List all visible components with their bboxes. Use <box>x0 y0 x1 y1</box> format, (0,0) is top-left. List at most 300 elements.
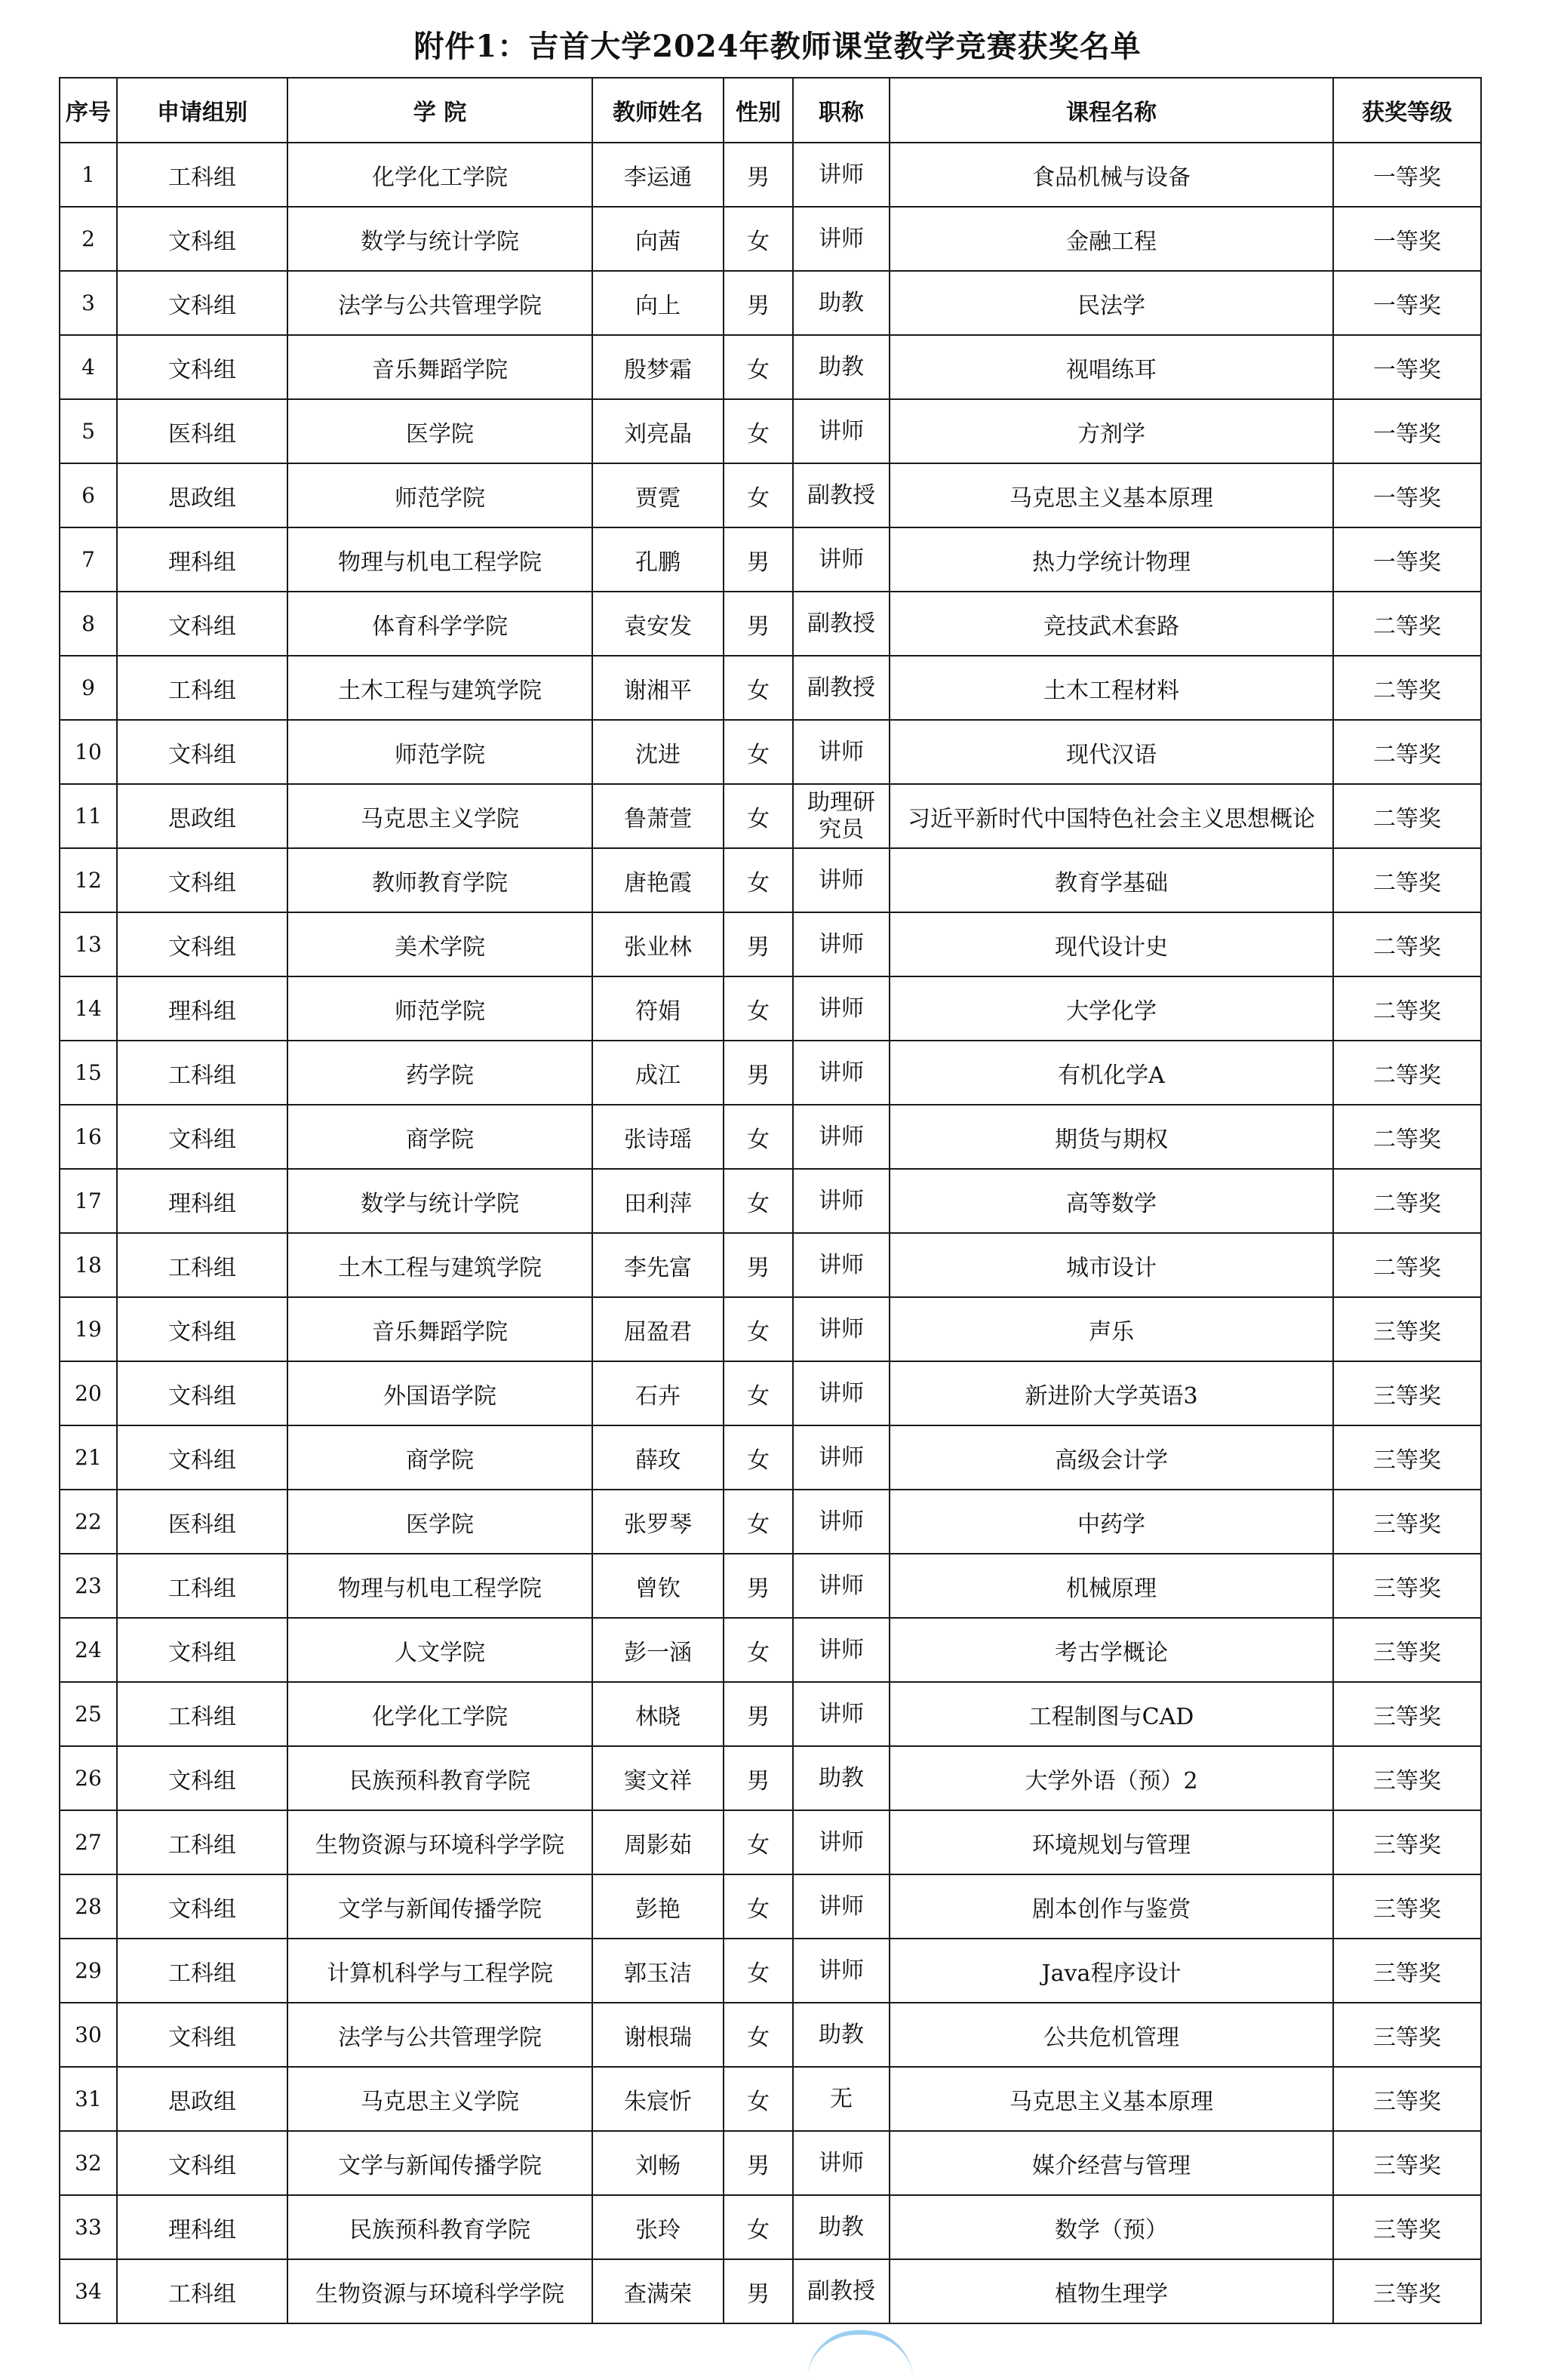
cell-course: 习近平新时代中国特色社会主义思想概论 <box>890 784 1333 848</box>
cell-award: 一等奖 <box>1333 335 1481 399</box>
cell-teacher: 查满荣 <box>592 2259 724 2323</box>
table-row <box>60 848 1481 912</box>
cell-award: 三等奖 <box>1333 1682 1481 1746</box>
cell-group: 工科组 <box>117 1682 287 1746</box>
cell-award: 二等奖 <box>1333 912 1481 976</box>
cell-college: 法学与公共管理学院 <box>287 271 592 335</box>
cell-teacher: 孔鹏 <box>592 527 724 592</box>
cell-teacher: 符娟 <box>592 976 724 1041</box>
cell-gender: 女 <box>724 1618 793 1682</box>
cell-course: 高级会计学 <box>890 1425 1333 1490</box>
cell-course: Java程序设计 <box>890 1939 1333 2003</box>
cell-no: 19 <box>60 1297 117 1361</box>
cell-course: 工程制图与CAD <box>890 1682 1333 1746</box>
cell-teacher: 屈盈君 <box>592 1297 724 1361</box>
cell-teacher: 林晓 <box>592 1682 724 1746</box>
cell-gender: 男 <box>724 271 793 335</box>
cell-teacher: 贾霓 <box>592 463 724 527</box>
cell-gender: 女 <box>724 976 793 1041</box>
cell-college: 物理与机电工程学院 <box>287 527 592 592</box>
table-row <box>60 1874 1481 1939</box>
table-row <box>60 207 1481 271</box>
cell-award: 三等奖 <box>1333 1361 1481 1425</box>
cell-award: 三等奖 <box>1333 2195 1481 2259</box>
cell-teacher: 曾钦 <box>592 1554 724 1618</box>
cell-teacher: 张诗瑶 <box>592 1105 724 1169</box>
cell-teacher: 向上 <box>592 271 724 335</box>
cell-teacher: 窦文祥 <box>592 1746 724 1810</box>
cell-title: 讲师 <box>793 912 890 976</box>
cell-teacher: 田利萍 <box>592 1169 724 1233</box>
cell-college: 药学院 <box>287 1041 592 1105</box>
cell-college: 马克思主义学院 <box>287 784 592 848</box>
cell-college: 文学与新闻传播学院 <box>287 1874 592 1939</box>
cell-gender: 女 <box>724 1361 793 1425</box>
cell-course: 视唱练耳 <box>890 335 1333 399</box>
table-row <box>60 912 1481 976</box>
cell-teacher: 向茜 <box>592 207 724 271</box>
cell-course: 大学外语（预）2 <box>890 1746 1333 1810</box>
table-row <box>60 784 1481 848</box>
cell-group: 文科组 <box>117 2131 287 2195</box>
cell-college: 商学院 <box>287 1425 592 1490</box>
cell-course: 金融工程 <box>890 207 1333 271</box>
cell-course: 城市设计 <box>890 1233 1333 1297</box>
cell-gender: 女 <box>724 2067 793 2131</box>
cell-teacher: 刘亮晶 <box>592 399 724 463</box>
cell-gender: 女 <box>724 1169 793 1233</box>
cell-college: 民族预科教育学院 <box>287 1746 592 1810</box>
cell-gender: 女 <box>724 1425 793 1490</box>
cell-course: 剧本创作与鉴赏 <box>890 1874 1333 1939</box>
cell-course: 食品机械与设备 <box>890 143 1333 207</box>
cell-gender: 男 <box>724 592 793 656</box>
cell-award: 三等奖 <box>1333 2067 1481 2131</box>
cell-teacher: 袁安发 <box>592 592 724 656</box>
cell-title: 讲师 <box>793 720 890 784</box>
cell-course: 机械原理 <box>890 1554 1333 1618</box>
cell-teacher: 郭玉洁 <box>592 1939 724 2003</box>
cell-college: 数学与统计学院 <box>287 1169 592 1233</box>
cell-course: 声乐 <box>890 1297 1333 1361</box>
cell-award: 一等奖 <box>1333 143 1481 207</box>
cell-group: 医科组 <box>117 1490 287 1554</box>
cell-title: 副教授 <box>793 463 890 527</box>
cell-course: 有机化学A <box>890 1041 1333 1105</box>
table-row <box>60 271 1481 335</box>
cell-no: 14 <box>60 976 117 1041</box>
cell-no: 2 <box>60 207 117 271</box>
cell-college: 医学院 <box>287 1490 592 1554</box>
cell-group: 文科组 <box>117 1874 287 1939</box>
cell-group: 思政组 <box>117 2067 287 2131</box>
cell-award: 二等奖 <box>1333 656 1481 720</box>
table-row <box>60 143 1481 207</box>
cell-group: 工科组 <box>117 1810 287 1874</box>
cell-award: 二等奖 <box>1333 592 1481 656</box>
cell-teacher: 周影茹 <box>592 1810 724 1874</box>
document-title: 附件1：吉首大学2024年教师课堂教学竞赛获奖名单 <box>413 29 1142 64</box>
cell-award: 三等奖 <box>1333 2131 1481 2195</box>
cell-teacher: 谢根瑞 <box>592 2003 724 2067</box>
cell-course: 方剂学 <box>890 399 1333 463</box>
cell-college: 生物资源与环境科学学院 <box>287 2259 592 2323</box>
cell-title: 助教 <box>793 1746 890 1810</box>
table-row <box>60 2131 1481 2195</box>
cell-college: 体育科学学院 <box>287 592 592 656</box>
cell-course: 热力学统计物理 <box>890 527 1333 592</box>
cell-course: 数学（预） <box>890 2195 1333 2259</box>
award-table <box>59 77 1482 2324</box>
table-row <box>60 463 1481 527</box>
cell-title: 无 <box>793 2067 890 2131</box>
cell-course: 新进阶大学英语3 <box>890 1361 1333 1425</box>
cell-teacher: 张玲 <box>592 2195 724 2259</box>
cell-gender: 女 <box>724 1874 793 1939</box>
cell-no: 22 <box>60 1490 117 1554</box>
cell-teacher: 朱宸忻 <box>592 2067 724 2131</box>
cell-no: 24 <box>60 1618 117 1682</box>
cell-course: 大学化学 <box>890 976 1333 1041</box>
cell-college: 生物资源与环境科学学院 <box>287 1810 592 1874</box>
table-row <box>60 1361 1481 1425</box>
cell-group: 文科组 <box>117 592 287 656</box>
cell-college: 师范学院 <box>287 720 592 784</box>
cell-award: 二等奖 <box>1333 848 1481 912</box>
cell-title: 讲师 <box>793 1874 890 1939</box>
cell-no: 21 <box>60 1425 117 1490</box>
cell-title: 助教 <box>793 335 890 399</box>
cell-gender: 男 <box>724 527 793 592</box>
table-row <box>60 592 1481 656</box>
header-row <box>60 78 1481 143</box>
cell-college: 外国语学院 <box>287 1361 592 1425</box>
cell-gender: 男 <box>724 2131 793 2195</box>
cell-course: 高等数学 <box>890 1169 1333 1233</box>
cell-group: 工科组 <box>117 1233 287 1297</box>
cell-no: 6 <box>60 463 117 527</box>
cell-college: 文学与新闻传播学院 <box>287 2131 592 2195</box>
table-body <box>60 143 1481 2323</box>
col-header-course: 课程名称 <box>890 78 1333 143</box>
cell-no: 28 <box>60 1874 117 1939</box>
cell-title: 助理研究员 <box>793 784 890 848</box>
seal-stamp-partial <box>807 2330 913 2380</box>
cell-gender: 女 <box>724 335 793 399</box>
table-row <box>60 1297 1481 1361</box>
cell-title: 讲师 <box>793 1425 890 1490</box>
cell-teacher: 李运通 <box>592 143 724 207</box>
cell-group: 理科组 <box>117 1169 287 1233</box>
cell-award: 三等奖 <box>1333 1490 1481 1554</box>
cell-gender: 女 <box>724 399 793 463</box>
cell-group: 文科组 <box>117 912 287 976</box>
cell-teacher: 唐艳霞 <box>592 848 724 912</box>
cell-award: 一等奖 <box>1333 271 1481 335</box>
cell-gender: 男 <box>724 2259 793 2323</box>
cell-teacher: 彭艳 <box>592 1874 724 1939</box>
cell-group: 工科组 <box>117 143 287 207</box>
col-header-no: 序号 <box>60 78 117 143</box>
table-row <box>60 1939 1481 2003</box>
cell-group: 理科组 <box>117 527 287 592</box>
cell-gender: 女 <box>724 1490 793 1554</box>
cell-award: 二等奖 <box>1333 1041 1481 1105</box>
cell-college: 音乐舞蹈学院 <box>287 1297 592 1361</box>
cell-no: 25 <box>60 1682 117 1746</box>
cell-award: 二等奖 <box>1333 1169 1481 1233</box>
cell-award: 三等奖 <box>1333 1939 1481 2003</box>
cell-college: 美术学院 <box>287 912 592 976</box>
cell-college: 马克思主义学院 <box>287 2067 592 2131</box>
col-header-gender: 性别 <box>724 78 793 143</box>
cell-no: 26 <box>60 1746 117 1810</box>
col-header-title: 职称 <box>793 78 890 143</box>
table-row <box>60 1746 1481 1810</box>
cell-award: 三等奖 <box>1333 1297 1481 1361</box>
cell-title: 讲师 <box>793 848 890 912</box>
cell-teacher: 彭一涵 <box>592 1618 724 1682</box>
cell-no: 4 <box>60 335 117 399</box>
cell-college: 法学与公共管理学院 <box>287 2003 592 2067</box>
cell-title: 讲师 <box>793 1939 890 2003</box>
table-row <box>60 2003 1481 2067</box>
cell-gender: 女 <box>724 656 793 720</box>
cell-title: 讲师 <box>793 1554 890 1618</box>
cell-no: 20 <box>60 1361 117 1425</box>
cell-title: 讲师 <box>793 1361 890 1425</box>
table-row <box>60 1169 1481 1233</box>
cell-gender: 女 <box>724 1810 793 1874</box>
table-row <box>60 1618 1481 1682</box>
table-row <box>60 2259 1481 2323</box>
cell-course: 中药学 <box>890 1490 1333 1554</box>
cell-teacher: 谢湘平 <box>592 656 724 720</box>
cell-gender: 男 <box>724 1233 793 1297</box>
cell-title: 副教授 <box>793 2259 890 2323</box>
cell-college: 商学院 <box>287 1105 592 1169</box>
cell-no: 17 <box>60 1169 117 1233</box>
cell-course: 马克思主义基本原理 <box>890 463 1333 527</box>
col-header-group: 申请组别 <box>117 78 287 143</box>
cell-gender: 男 <box>724 1554 793 1618</box>
cell-gender: 男 <box>724 1682 793 1746</box>
cell-title: 讲师 <box>793 1682 890 1746</box>
cell-teacher: 沈进 <box>592 720 724 784</box>
cell-award: 三等奖 <box>1333 1425 1481 1490</box>
cell-course: 民法学 <box>890 271 1333 335</box>
cell-award: 二等奖 <box>1333 784 1481 848</box>
cell-award: 三等奖 <box>1333 1746 1481 1810</box>
cell-gender: 女 <box>724 207 793 271</box>
cell-no: 23 <box>60 1554 117 1618</box>
cell-title: 讲师 <box>793 1041 890 1105</box>
cell-group: 工科组 <box>117 2259 287 2323</box>
cell-gender: 女 <box>724 2003 793 2067</box>
cell-group: 文科组 <box>117 1297 287 1361</box>
cell-group: 文科组 <box>117 1618 287 1682</box>
cell-course: 环境规划与管理 <box>890 1810 1333 1874</box>
cell-gender: 女 <box>724 1297 793 1361</box>
cell-no: 8 <box>60 592 117 656</box>
cell-gender: 女 <box>724 463 793 527</box>
cell-group: 理科组 <box>117 976 287 1041</box>
cell-gender: 女 <box>724 1939 793 2003</box>
cell-group: 文科组 <box>117 848 287 912</box>
cell-course: 现代汉语 <box>890 720 1333 784</box>
table-row <box>60 1105 1481 1169</box>
cell-course: 教育学基础 <box>890 848 1333 912</box>
col-header-award: 获奖等级 <box>1333 78 1481 143</box>
cell-teacher: 薛玫 <box>592 1425 724 1490</box>
cell-title: 助教 <box>793 2195 890 2259</box>
cell-college: 师范学院 <box>287 976 592 1041</box>
cell-no: 7 <box>60 527 117 592</box>
cell-teacher: 刘畅 <box>592 2131 724 2195</box>
table-row <box>60 656 1481 720</box>
cell-title: 讲师 <box>793 143 890 207</box>
cell-title: 讲师 <box>793 399 890 463</box>
cell-no: 16 <box>60 1105 117 1169</box>
cell-group: 工科组 <box>117 656 287 720</box>
cell-college: 化学化工学院 <box>287 1682 592 1746</box>
cell-title: 讲师 <box>793 976 890 1041</box>
cell-no: 3 <box>60 271 117 335</box>
cell-group: 思政组 <box>117 463 287 527</box>
cell-group: 医科组 <box>117 399 287 463</box>
table-row <box>60 2067 1481 2131</box>
table-row <box>60 1682 1481 1746</box>
table-row <box>60 976 1481 1041</box>
cell-college: 数学与统计学院 <box>287 207 592 271</box>
cell-group: 文科组 <box>117 1746 287 1810</box>
col-header-teacher: 教师姓名 <box>592 78 724 143</box>
cell-teacher: 殷梦霜 <box>592 335 724 399</box>
cell-no: 27 <box>60 1810 117 1874</box>
cell-title: 讲师 <box>793 1169 890 1233</box>
cell-no: 34 <box>60 2259 117 2323</box>
cell-award: 二等奖 <box>1333 1105 1481 1169</box>
cell-teacher: 李先富 <box>592 1233 724 1297</box>
cell-no: 31 <box>60 2067 117 2131</box>
cell-no: 15 <box>60 1041 117 1105</box>
cell-gender: 男 <box>724 1041 793 1105</box>
cell-course: 考古学概论 <box>890 1618 1333 1682</box>
cell-teacher: 张业林 <box>592 912 724 976</box>
cell-group: 工科组 <box>117 1554 287 1618</box>
cell-teacher: 石卉 <box>592 1361 724 1425</box>
cell-award: 一等奖 <box>1333 207 1481 271</box>
cell-college: 土木工程与建筑学院 <box>287 656 592 720</box>
cell-title: 讲师 <box>793 1233 890 1297</box>
cell-college: 民族预科教育学院 <box>287 2195 592 2259</box>
cell-title: 讲师 <box>793 1297 890 1361</box>
cell-award: 三等奖 <box>1333 1554 1481 1618</box>
cell-group: 文科组 <box>117 1361 287 1425</box>
cell-group: 文科组 <box>117 1105 287 1169</box>
cell-no: 29 <box>60 1939 117 2003</box>
cell-gender: 女 <box>724 784 793 848</box>
cell-title: 讲师 <box>793 527 890 592</box>
cell-award: 三等奖 <box>1333 2003 1481 2067</box>
cell-title: 讲师 <box>793 2131 890 2195</box>
cell-title: 讲师 <box>793 1105 890 1169</box>
cell-group: 工科组 <box>117 1041 287 1105</box>
cell-title: 副教授 <box>793 656 890 720</box>
cell-group: 文科组 <box>117 1425 287 1490</box>
cell-title: 讲师 <box>793 1618 890 1682</box>
table-row <box>60 2195 1481 2259</box>
cell-no: 9 <box>60 656 117 720</box>
cell-no: 5 <box>60 399 117 463</box>
cell-award: 三等奖 <box>1333 1810 1481 1874</box>
cell-college: 医学院 <box>287 399 592 463</box>
cell-college: 音乐舞蹈学院 <box>287 335 592 399</box>
cell-award: 二等奖 <box>1333 976 1481 1041</box>
table-row <box>60 1554 1481 1618</box>
cell-course: 期货与期权 <box>890 1105 1333 1169</box>
table-row <box>60 1810 1481 1874</box>
cell-college: 物理与机电工程学院 <box>287 1554 592 1618</box>
cell-college: 师范学院 <box>287 463 592 527</box>
table-row <box>60 1490 1481 1554</box>
cell-group: 理科组 <box>117 2195 287 2259</box>
cell-college: 计算机科学与工程学院 <box>287 1939 592 2003</box>
cell-no: 33 <box>60 2195 117 2259</box>
table-row <box>60 1233 1481 1297</box>
cell-award: 二等奖 <box>1333 1233 1481 1297</box>
cell-no: 32 <box>60 2131 117 2195</box>
cell-award: 一等奖 <box>1333 463 1481 527</box>
cell-no: 10 <box>60 720 117 784</box>
cell-no: 13 <box>60 912 117 976</box>
cell-title: 讲师 <box>793 207 890 271</box>
cell-course: 现代设计史 <box>890 912 1333 976</box>
cell-award: 三等奖 <box>1333 2259 1481 2323</box>
cell-group: 工科组 <box>117 1939 287 2003</box>
cell-gender: 女 <box>724 720 793 784</box>
cell-group: 文科组 <box>117 335 287 399</box>
cell-group: 思政组 <box>117 784 287 848</box>
table-row <box>60 720 1481 784</box>
cell-teacher: 鲁萧萱 <box>592 784 724 848</box>
cell-award: 二等奖 <box>1333 720 1481 784</box>
cell-course: 土木工程材料 <box>890 656 1333 720</box>
cell-gender: 女 <box>724 1105 793 1169</box>
cell-no: 11 <box>60 784 117 848</box>
cell-college: 土木工程与建筑学院 <box>287 1233 592 1297</box>
cell-course: 马克思主义基本原理 <box>890 2067 1333 2131</box>
cell-no: 1 <box>60 143 117 207</box>
cell-award: 三等奖 <box>1333 1618 1481 1682</box>
cell-teacher: 张罗琴 <box>592 1490 724 1554</box>
table-row <box>60 399 1481 463</box>
cell-title: 讲师 <box>793 1810 890 1874</box>
cell-course: 竞技武术套路 <box>890 592 1333 656</box>
cell-gender: 男 <box>724 912 793 976</box>
table-row <box>60 527 1481 592</box>
table-row <box>60 335 1481 399</box>
cell-no: 30 <box>60 2003 117 2067</box>
cell-title: 助教 <box>793 2003 890 2067</box>
cell-group: 文科组 <box>117 271 287 335</box>
cell-course: 媒介经营与管理 <box>890 2131 1333 2195</box>
cell-title: 讲师 <box>793 1490 890 1554</box>
cell-award: 一等奖 <box>1333 399 1481 463</box>
cell-gender: 男 <box>724 1746 793 1810</box>
cell-title: 助教 <box>793 271 890 335</box>
cell-gender: 女 <box>724 848 793 912</box>
